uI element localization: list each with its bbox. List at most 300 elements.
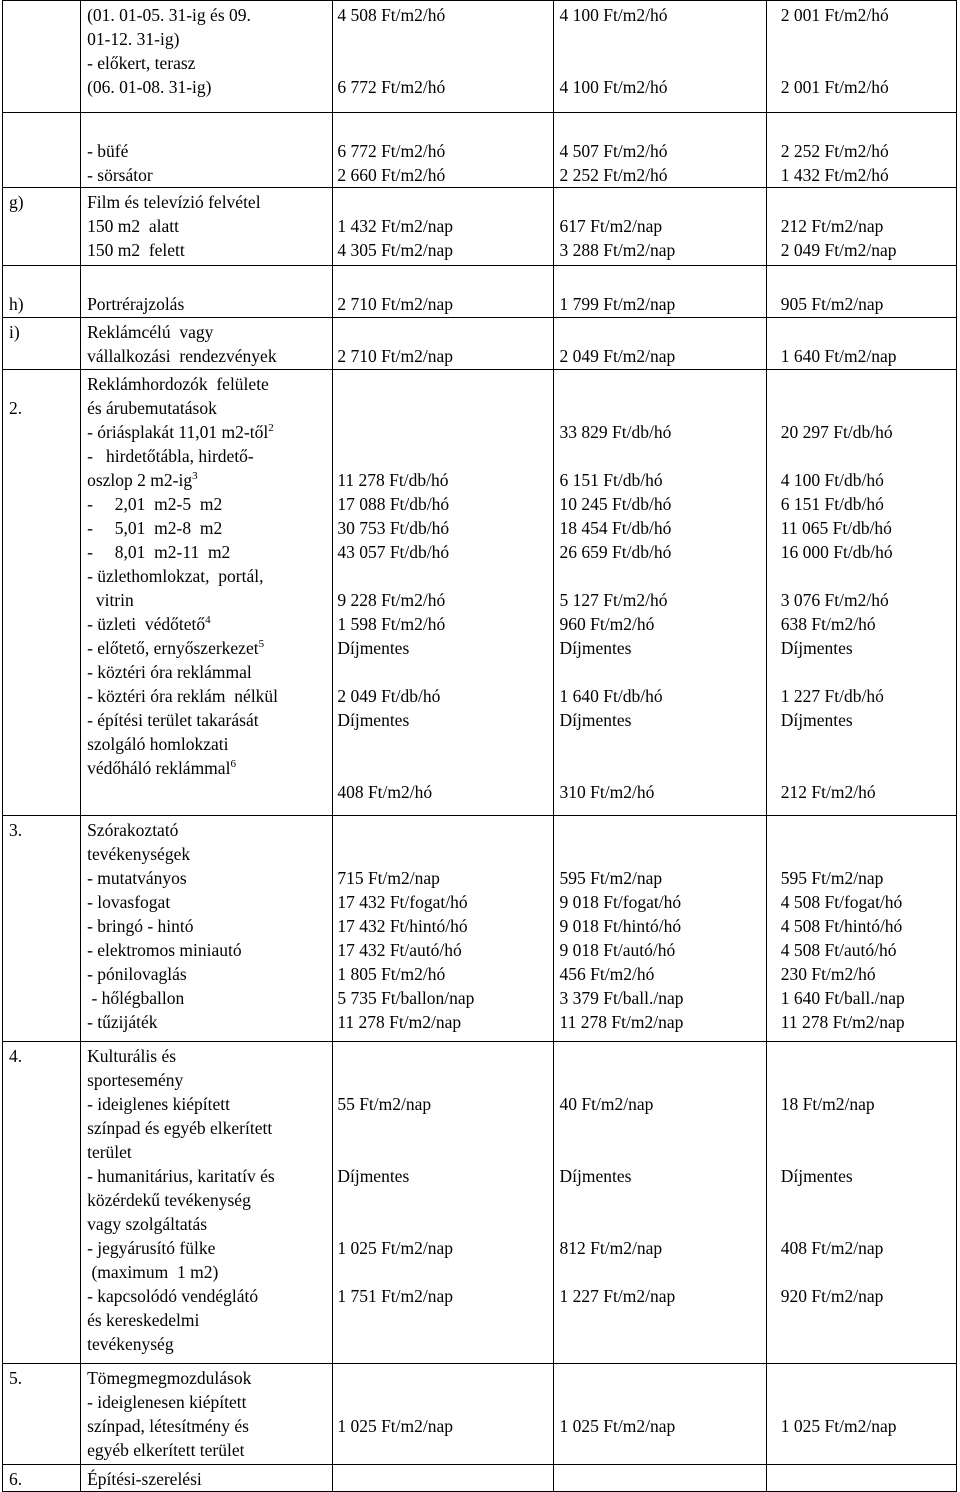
cell-line [781, 564, 956, 588]
cell-line: 212 Ft/m2/hó [780, 782, 876, 802]
cell-line: (01. 01-05. 31-ig és 09. [87, 5, 251, 25]
cell-line [337, 1188, 552, 1212]
cell-line: 595 Ft/m2/nap [780, 868, 884, 888]
cell-line: 5 735 Ft/ballon/nap [337, 988, 475, 1008]
table-row [3, 188, 957, 266]
cell-line: 6 151 Ft/db/hó [559, 470, 663, 490]
cell-line: 150 m2 alatt [87, 216, 179, 236]
cell-line: 920 Ft/m2/nap [780, 1286, 884, 1306]
fee-zone-1-cell [333, 1, 553, 113]
cell-line [781, 372, 956, 396]
cell-line: Díjmentes [337, 638, 410, 658]
cell-line: 1 799 Ft/m2/nap [559, 294, 676, 314]
fee-zone-3-cell [766, 188, 956, 266]
cell-line [9, 268, 80, 292]
cell-line [337, 115, 552, 139]
cell-line: 2 660 Ft/m2/hó [337, 165, 446, 185]
cell-line: vitrin [87, 590, 134, 610]
fee-zone-1-cell [333, 1465, 553, 1492]
cell-line: 17 432 Ft/fogat/hó [337, 892, 468, 912]
cell-line: - pónilovaglás [87, 964, 187, 984]
fee-zone-2-cell [553, 318, 766, 370]
cell-line [781, 1366, 956, 1390]
row-marker-cell [3, 816, 81, 1042]
fee-table-body [3, 1, 957, 1492]
fee-zone-1-cell [333, 318, 553, 370]
cell-line: 638 Ft/m2/hó [780, 614, 876, 634]
cell-line: 1 025 Ft/m2/nap [337, 1416, 454, 1436]
cell-line: - mutatványos [87, 868, 187, 888]
cell-line: - 2,01 m2-5 m2 [87, 494, 223, 514]
cell-line: - építési terület takarását [87, 710, 259, 730]
cell-line [781, 1260, 956, 1284]
cell-line [781, 1188, 956, 1212]
footnote-marker: 3 [192, 470, 198, 483]
cell-line: oszlop 2 $m2-ig^3$ [87, 470, 198, 490]
cell-line: - üzlethomlokzat, portál, [87, 566, 264, 586]
cell-line [87, 268, 328, 292]
cell-line: - kapcsolódó vendéglátó [87, 1286, 259, 1306]
cell-line [337, 1260, 552, 1284]
row-marker-cell [3, 1, 81, 113]
cell-line: 230 Ft/m2/hó [780, 964, 876, 984]
cell-line: Díjmentes [559, 638, 632, 658]
cell-line [781, 732, 956, 756]
cell-line [560, 1390, 766, 1414]
cell-line: 1 640 Ft/db/hó [559, 686, 663, 706]
row-marker-cell [3, 1465, 81, 1492]
cell-line: 4 507 Ft/m2/hó [559, 141, 668, 161]
cell-line [337, 1390, 552, 1414]
cell-line: Reklámcélú vagy [87, 322, 214, 342]
cell-line: 2 710 Ft/m2/nap [337, 294, 454, 314]
cell-line [781, 1390, 956, 1414]
cell-line: h) [9, 294, 24, 314]
cell-line: - 5,01 m2-8 m2 [87, 518, 223, 538]
cell-line: - ideiglenesen kiépített [87, 1392, 247, 1412]
cell-line: 1 432 Ft/m2/nap [337, 216, 454, 236]
item-description-cell [81, 113, 333, 188]
fee-zone-2-cell [553, 1042, 766, 1364]
cell-line [781, 320, 956, 344]
fee-zone-3-cell [766, 113, 956, 188]
cell-line: 1 227 Ft/m2/nap [559, 1286, 676, 1306]
cell-line [337, 1116, 552, 1140]
table-row [3, 1, 957, 113]
cell-line: Építési-szerelési [87, 1469, 202, 1489]
table-row [3, 1364, 957, 1465]
fee-zone-1-cell [333, 816, 553, 1042]
fee-zone-2-cell [553, 1465, 766, 1492]
cell-line [337, 372, 552, 396]
cell-line: 11 278 Ft/m2/nap [337, 1012, 462, 1032]
cell-line: 11 278 Ft/m2/nap [559, 1012, 684, 1032]
cell-line: 6 151 Ft/db/hó [780, 494, 884, 514]
cell-line: 2 049 Ft/db/hó [337, 686, 441, 706]
cell-line [560, 1366, 766, 1390]
cell-line [781, 1116, 956, 1140]
cell-line: - 8,01 m2-11 m2 [87, 542, 231, 562]
cell-line: tevékenységek [87, 844, 191, 864]
table-row [3, 113, 957, 188]
cell-line [560, 1188, 766, 1212]
cell-line: - ideiglenes kiépített [87, 1094, 230, 1114]
cell-line: 4 100 Ft/m2/hó [559, 77, 668, 97]
cell-line [781, 396, 956, 420]
item-description-cell [81, 370, 333, 816]
cell-line: 4 305 Ft/m2/nap [337, 240, 454, 260]
cell-line: 17 088 Ft/db/hó [337, 494, 450, 514]
cell-line [781, 1068, 956, 1092]
fee-zone-1-cell [333, 188, 553, 266]
cell-line: 9 018 Ft/autó/hó [559, 940, 676, 960]
cell-line: 2 252 Ft/m2/hó [780, 141, 889, 161]
cell-line: - üzleti védőtető$^4$ [87, 614, 211, 634]
cell-line: 456 Ft/m2/hó [559, 964, 655, 984]
cell-line: 11 278 Ft/db/hó [337, 470, 449, 490]
table-row [3, 370, 957, 816]
cell-line: Reklámhordozók felülete [87, 374, 269, 394]
cell-line: 1 025 Ft/m2/nap [337, 1238, 454, 1258]
fee-zone-2-cell [553, 266, 766, 318]
cell-line: tevékenység [87, 1334, 174, 1354]
cell-line [560, 756, 766, 780]
cell-line [337, 420, 552, 444]
cell-line [337, 268, 552, 292]
cell-line: 408 Ft/m2/hó [337, 782, 433, 802]
cell-line: 595 Ft/m2/nap [559, 868, 663, 888]
cell-line: vagy szolgáltatás [87, 1214, 208, 1234]
cell-line [337, 842, 552, 866]
cell-line: 1 805 Ft/m2/hó [337, 964, 446, 984]
footnote-marker: 4 [205, 614, 211, 627]
cell-line: 01-12. 31-ig) [87, 29, 180, 49]
cell-line: Szórakoztató [87, 820, 179, 840]
cell-line [781, 660, 956, 684]
cell-line: - köztéri óra reklámmal [87, 662, 252, 682]
item-description-cell [81, 266, 333, 318]
cell-line [781, 268, 956, 292]
cell-line: - tűzijáték [87, 1012, 158, 1032]
cell-line: - előtető, ernyőszerkezet$^5$ [87, 638, 265, 658]
cell-line: - hőlégballon [87, 988, 185, 1008]
cell-line [781, 842, 956, 866]
cell-line [87, 115, 328, 139]
cell-line: - lovasfogat [87, 892, 171, 912]
cell-line [337, 190, 552, 214]
cell-line: i) [9, 322, 20, 342]
cell-line [337, 1212, 552, 1236]
cell-line: közérdekű tevékenység [87, 1190, 251, 1210]
cell-line: Díjmentes [559, 1166, 632, 1186]
cell-line: 4 508 Ft/autó/hó [780, 940, 897, 960]
cell-line: (06. 01-08. 31-ig) [87, 77, 212, 97]
cell-line: 3 288 Ft/m2/nap [559, 240, 676, 260]
cell-line [337, 818, 552, 842]
cell-line [337, 396, 552, 420]
cell-line [337, 320, 552, 344]
cell-line [560, 1140, 766, 1164]
fee-zone-3-cell [766, 1364, 956, 1465]
cell-line: Film és televízió felvétel [87, 192, 261, 212]
cell-line [560, 842, 766, 866]
cell-line [560, 660, 766, 684]
cell-line [560, 115, 766, 139]
fee-zone-2-cell [553, 370, 766, 816]
cell-line [337, 1068, 552, 1092]
table-row [3, 816, 957, 1042]
cell-line: 1 640 Ft/m2/nap [780, 346, 897, 366]
cell-line: 2 049 Ft/m2/nap [559, 346, 676, 366]
cell-line: egyéb elkerített terület [87, 1440, 245, 1460]
cell-line: védőháló reklámmal$^6$ [87, 758, 236, 778]
cell-line: 5 127 Ft/m2/hó [559, 590, 668, 610]
item-description-cell [81, 1042, 333, 1364]
cell-line [560, 27, 766, 51]
cell-line: 4. [9, 1046, 23, 1066]
cell-line [560, 372, 766, 396]
cell-line: Díjmentes [559, 710, 632, 730]
cell-line [560, 190, 766, 214]
cell-line: Díjmentes [780, 1166, 853, 1186]
item-description-cell [81, 1465, 333, 1492]
cell-line [337, 51, 552, 75]
fee-zone-3-cell [766, 370, 956, 816]
cell-line [560, 396, 766, 420]
footnote-marker: 5 [258, 638, 265, 651]
cell-line [781, 756, 956, 780]
cell-line [9, 372, 80, 396]
cell-line: terület [87, 1142, 132, 1162]
cell-line: Díjmentes [337, 1166, 410, 1186]
item-description-cell [81, 188, 333, 266]
cell-line [781, 115, 956, 139]
fee-zone-1-cell [333, 1364, 553, 1465]
item-description-cell [81, 816, 333, 1042]
fee-zone-1-cell [333, 370, 553, 816]
cell-line [781, 444, 956, 468]
cell-line [781, 190, 956, 214]
cell-line: 310 Ft/m2/hó [559, 782, 655, 802]
cell-line: 5. [9, 1368, 23, 1388]
cell-line: 2 710 Ft/m2/nap [337, 346, 454, 366]
cell-line: 1 432 Ft/m2/hó [780, 165, 889, 185]
table-row [3, 318, 957, 370]
row-marker-cell [3, 1364, 81, 1465]
row-marker-cell [3, 113, 81, 188]
cell-line: 9 018 Ft/fogat/hó [559, 892, 682, 912]
cell-line: vállalkozási rendezvények [87, 346, 277, 366]
cell-line: 1 025 Ft/m2/nap [780, 1416, 897, 1436]
cell-line [337, 756, 552, 780]
cell-line [337, 444, 552, 468]
cell-line: 9 018 Ft/hintó/hó [559, 916, 682, 936]
cell-line: 960 Ft/m2/hó [559, 614, 655, 634]
cell-line: (maximum 1 m2) [87, 1262, 219, 1282]
cell-line: Díjmentes [780, 638, 853, 658]
cell-line [560, 1044, 766, 1068]
table-row [3, 1042, 957, 1364]
cell-line: - humanitárius, karitatív és [87, 1166, 275, 1186]
cell-line: szolgáló homlokzati [87, 734, 229, 754]
cell-line: 4 100 Ft/m2/hó [559, 5, 668, 25]
cell-line: Díjmentes [780, 710, 853, 730]
cell-line: 16 000 Ft/db/hó [780, 542, 893, 562]
cell-line [560, 51, 766, 75]
fee-zone-2-cell [553, 816, 766, 1042]
cell-line: 43 057 Ft/db/hó [337, 542, 450, 562]
cell-line [337, 660, 552, 684]
cell-line: 4 508 Ft/fogat/hó [780, 892, 903, 912]
cell-line [337, 27, 552, 51]
item-description-cell [81, 1364, 333, 1465]
cell-line: 3 379 Ft/ball./nap [559, 988, 684, 1008]
cell-line: Portrérajzolás [87, 294, 185, 314]
cell-line: g) [9, 192, 24, 212]
fee-zone-2-cell [553, 113, 766, 188]
fee-zone-3-cell [766, 1, 956, 113]
cell-line: 40 Ft/m2/nap [559, 1094, 654, 1114]
cell-line [560, 1116, 766, 1140]
cell-line: 6. [9, 1469, 23, 1489]
cell-line: - hirdetőtábla, hirdető- [87, 446, 254, 466]
row-marker-cell [3, 188, 81, 266]
cell-line [781, 51, 956, 75]
cell-line: 11 065 Ft/db/hó [780, 518, 892, 538]
cell-line: 1 598 Ft/m2/hó [337, 614, 446, 634]
cell-line: 2. [9, 398, 23, 418]
cell-line [560, 444, 766, 468]
cell-line: Tömegmegmozdulások [87, 1368, 252, 1388]
cell-line: 55 Ft/m2/nap [337, 1094, 432, 1114]
cell-line: Kulturális és [87, 1046, 177, 1066]
cell-line: 33 829 Ft/db/hó [559, 422, 672, 442]
cell-line: - elektromos miniautó [87, 940, 242, 960]
fee-table [2, 0, 957, 1492]
cell-line: 9 228 Ft/m2/hó [337, 590, 446, 610]
cell-line: 3. [9, 820, 23, 840]
item-description-cell [81, 1, 333, 113]
cell-line: színpad, létesítmény és [87, 1416, 249, 1436]
item-description-cell [81, 318, 333, 370]
cell-line [560, 268, 766, 292]
table-row [3, 266, 957, 318]
cell-line: 1 025 Ft/m2/nap [559, 1416, 676, 1436]
cell-line [337, 564, 552, 588]
fee-zone-1-cell [333, 266, 553, 318]
cell-line [337, 732, 552, 756]
cell-line: 2 252 Ft/m2/hó [559, 165, 668, 185]
table-row [3, 1465, 957, 1492]
cell-line: 17 432 Ft/autó/hó [337, 940, 462, 960]
footnote-marker: 2 [268, 422, 274, 435]
cell-line: 3 076 Ft/m2/hó [780, 590, 889, 610]
cell-line: 150 m2 felett [87, 240, 185, 260]
cell-line: 30 753 Ft/db/hó [337, 518, 450, 538]
fee-zone-3-cell [766, 1042, 956, 1364]
cell-line [560, 732, 766, 756]
fee-zone-1-cell [333, 1042, 553, 1364]
cell-line: - jegyárusító fülke [87, 1238, 216, 1258]
cell-line: sportesemény [87, 1070, 184, 1090]
row-marker-cell [3, 266, 81, 318]
cell-line: és árubemutatások [87, 398, 217, 418]
cell-line: 6 772 Ft/m2/hó [337, 141, 446, 161]
cell-line: Díjmentes [337, 710, 410, 730]
fee-zone-3-cell [766, 318, 956, 370]
row-marker-cell [3, 318, 81, 370]
cell-line: - bringó - hintó [87, 916, 194, 936]
cell-line: 6 772 Ft/m2/hó [337, 77, 446, 97]
fee-zone-2-cell [553, 188, 766, 266]
cell-line: 617 Ft/m2/nap [559, 216, 663, 236]
cell-line: színpad és egyéb elkerített [87, 1118, 273, 1138]
cell-line: 4 508 Ft/m2/hó [337, 5, 446, 25]
cell-line: 715 Ft/m2/nap [337, 868, 440, 888]
cell-line [337, 1140, 552, 1164]
cell-line: 905 Ft/m2/nap [780, 294, 884, 314]
fee-zone-2-cell [553, 1364, 766, 1465]
cell-line [560, 1212, 766, 1236]
cell-line: 2 049 Ft/m2/nap [780, 240, 897, 260]
cell-line: 812 Ft/m2/nap [559, 1238, 663, 1258]
row-marker-cell [3, 1042, 81, 1364]
cell-line: 2 001 Ft/m2/hó [780, 5, 889, 25]
cell-line: 17 432 Ft/hintó/hó [337, 916, 468, 936]
fee-zone-3-cell [766, 266, 956, 318]
cell-line: - köztéri óra reklám nélkül [87, 686, 279, 706]
cell-line: 1 640 Ft/ball./nap [780, 988, 905, 1008]
cell-line [560, 1068, 766, 1092]
cell-line: 11 278 Ft/m2/nap [780, 1012, 905, 1032]
cell-line [781, 1212, 956, 1236]
cell-line: - sörsátor [87, 165, 153, 185]
cell-line: 20 297 Ft/db/hó [780, 422, 893, 442]
cell-line: - óriásplakát 11,01 m2-től$^2$ [87, 422, 274, 442]
cell-line [781, 27, 956, 51]
cell-line: 2 001 Ft/m2/hó [780, 77, 889, 97]
cell-line: 4 100 Ft/db/hó [780, 470, 884, 490]
cell-line: 10 245 Ft/db/hó [559, 494, 672, 514]
cell-line: 212 Ft/m2/nap [780, 216, 884, 236]
fee-zone-1-cell [333, 113, 553, 188]
cell-line [337, 1044, 552, 1068]
cell-line [560, 320, 766, 344]
footnote-marker: 6 [230, 758, 236, 771]
cell-line: - büfé [87, 141, 129, 161]
row-marker-cell [3, 370, 81, 816]
cell-line [781, 1140, 956, 1164]
fee-zone-3-cell [766, 816, 956, 1042]
cell-line: 26 659 Ft/db/hó [559, 542, 672, 562]
cell-line: 18 Ft/m2/nap [780, 1094, 875, 1114]
fee-zone-3-cell [766, 1465, 956, 1492]
cell-line [781, 818, 956, 842]
cell-line: 408 Ft/m2/nap [780, 1238, 884, 1258]
cell-line: és kereskedelmi [87, 1310, 200, 1330]
cell-line: 18 454 Ft/db/hó [559, 518, 672, 538]
cell-line: 1 227 Ft/db/hó [780, 686, 884, 706]
cell-line: - előkert, terasz [87, 53, 196, 73]
cell-line [560, 564, 766, 588]
cell-line: 4 508 Ft/hintó/hó [780, 916, 903, 936]
cell-line [560, 1260, 766, 1284]
fee-zone-2-cell [553, 1, 766, 113]
cell-line [781, 1044, 956, 1068]
cell-line: 1 751 Ft/m2/nap [337, 1286, 454, 1306]
cell-line [560, 818, 766, 842]
cell-line [337, 1366, 552, 1390]
